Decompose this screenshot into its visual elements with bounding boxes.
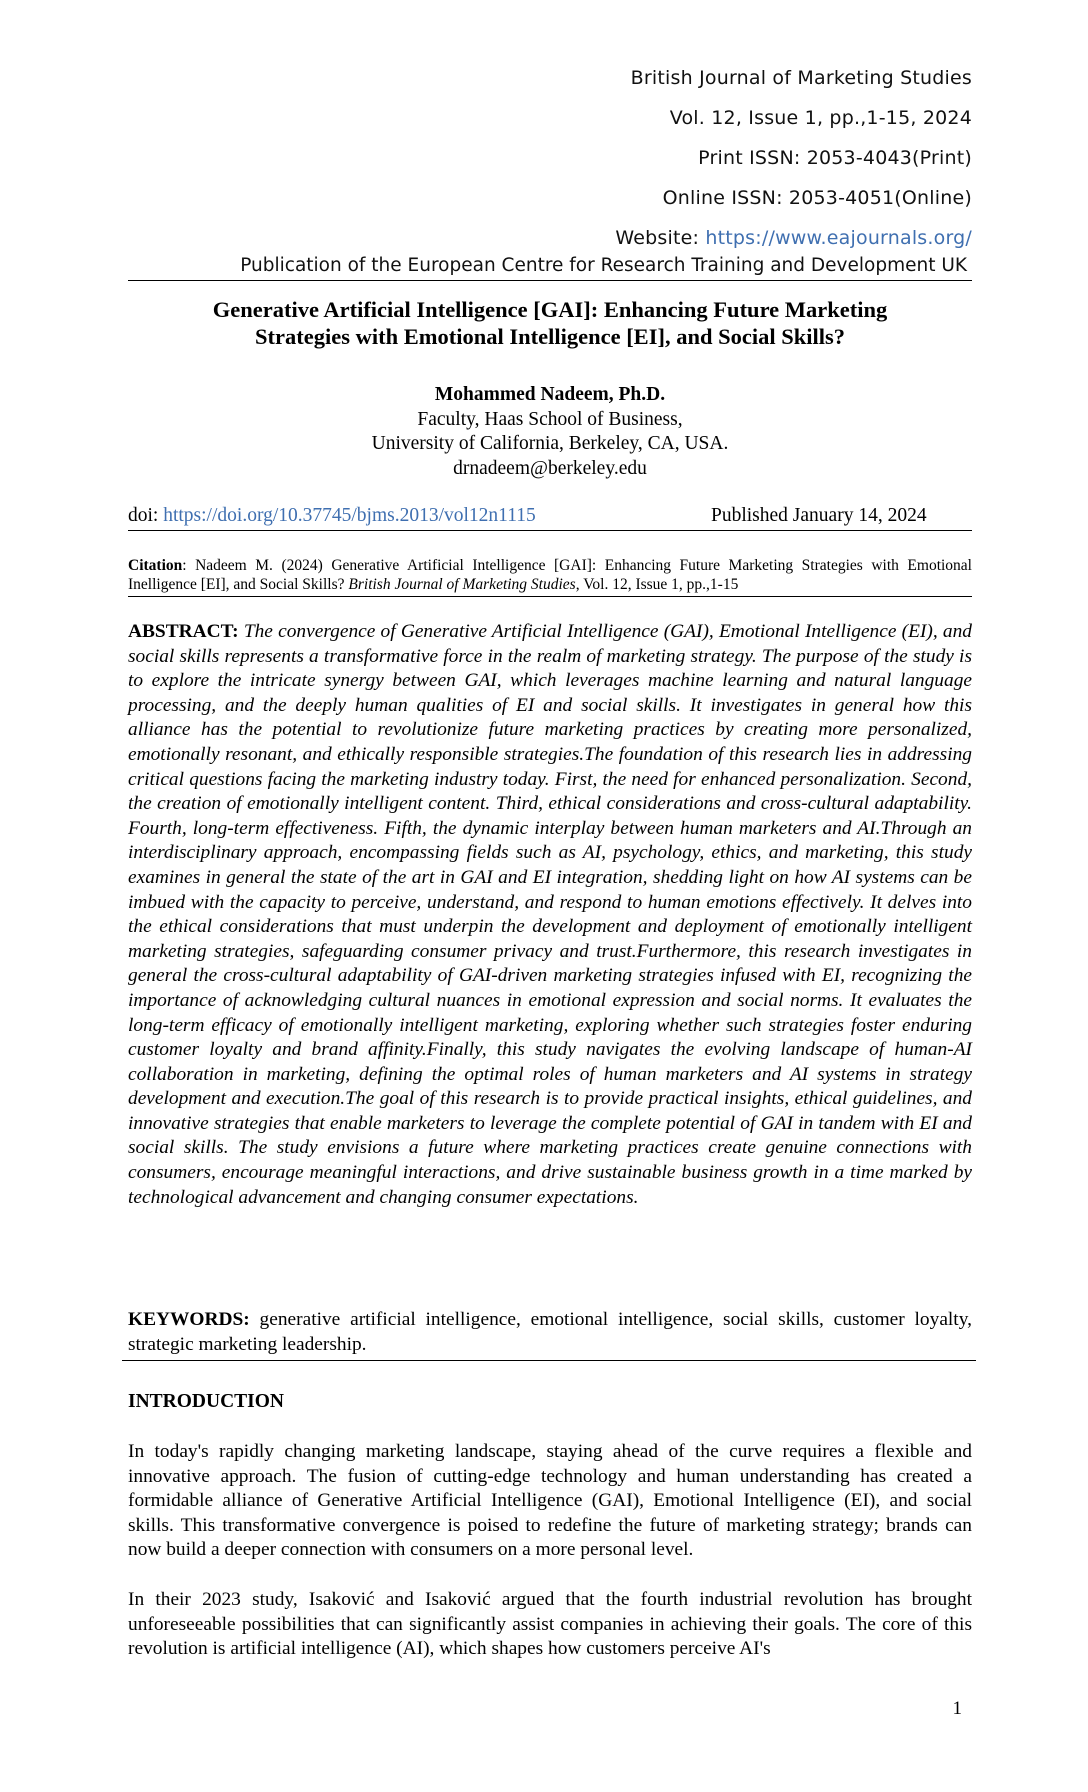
abstract-label: ABSTRACT: xyxy=(128,621,239,642)
abstract-text: The convergence of Generative Artificial Intelligence (GAI), Emotional Intelligence (EI), and social skills represents a transformative force in the realm of marketing strategy. The purpose of the study is to explore the intricate synergy between GAI, which leverages machine learning and natural language processing, and the deeply human qualities of EI and social skills. It investigates in general how this alliance has the potential to revolutionize future marketing practices by creating more personalized, emotionally resonant, and ethically responsible strategies.The foundation of this research lies in addressing critical questions facing the marketing industry today. First, the need for enhanced personalization. Second, the creation of emotionally intelligent content. Third, ethical considerations and cross-cultural adaptability. Fourth, long-term effectiveness. Fifth, the dynamic interplay between human marketers and AI.Through an interdisciplinary approach, encompassing fields such as AI, psychology, ethics, and marketing, this study examines in general the state of the art in GAI and EI integration, shedding light on how AI systems can be imbued with the capacity to perceive, understand, and respond to human emotions effectively. It delves into the ethical considerations that must underpin the development and deployment of emotionally intelligent marketing strategies, safeguarding consumer privacy and trust.Furthermore, this research investigates in general the cross-cultural adaptability of GAI-driven marketing strategies infused with EI, recognizing the importance of acknowledging cultural nuances in emotional expression and social norms. It evaluates the long-term efficacy of emotionally intelligent marketing, exploring whether such strategies foster enduring customer loyalty and brand affinity.Finally, this study navigates the evolving landscape of human-AI collaboration in marketing, defining the optimal roles of human marketers and AI systems in strategy development and execution.The goal of this research is to provide practical insights, ethical guidelines, and innovative strategies that enable marketers to leverage the complete potential of GAI in tandem with EI and social skills. The study envisions a future where marketing practices create genuine connections with consumers, encourage meaningful interactions, and drive sustainable business growth in a time marked by technological advancement and changing consumer expectations. xyxy=(128,621,972,1208)
page-number: 1 xyxy=(952,1698,962,1719)
doi-label: doi: xyxy=(128,505,164,526)
journal-masthead xyxy=(615,58,972,258)
affiliation-line-1: Faculty, Haas School of Business, xyxy=(417,408,683,430)
citation-journal: British Journal of Marketing Studies xyxy=(348,576,576,593)
doi-link[interactable]: https://doi.org/10.37745/bjms.2013/vol12n1115 xyxy=(163,505,536,526)
header-rule xyxy=(128,280,972,281)
citation-volume: , Vol. 12, Issue 1, pp.,1-15 xyxy=(575,576,739,593)
paper-title xyxy=(128,296,972,350)
keywords-block xyxy=(128,1308,972,1357)
doi-rule xyxy=(128,530,972,531)
publisher-line: Publication of the European Centre for Research Training and Development UK xyxy=(240,255,967,276)
online-issn: Online ISSN: 2053-4051(Online) xyxy=(662,187,972,209)
citation-label: Citation xyxy=(128,557,183,574)
affiliation-line-2: University of California, Berkeley, CA, USA. xyxy=(371,433,729,454)
citation-text: : Nadeem M. (2024) Generative Artificial Intelligence [GAI]: Enhancing Future Marketing Strategies with Emotional Inelligence [EI], and Social Skills? xyxy=(128,557,972,593)
author-name: Mohammed Nadeem, Ph.D. xyxy=(434,384,666,405)
abstract-block xyxy=(128,620,972,1210)
author-email: drnadeem@berkeley.edu xyxy=(453,457,647,479)
title-line-1: Generative Artificial Intelligence [GAI]: Enhancing Future Marketing xyxy=(212,297,888,322)
citation-rule xyxy=(128,596,972,597)
journal-name: British Journal of Marketing Studies xyxy=(630,67,972,89)
citation-block xyxy=(128,556,972,594)
volume-info: Vol. 12, Issue 1, pp.,1-15, 2024 xyxy=(669,107,972,129)
keywords-rule xyxy=(122,1360,976,1361)
print-issn: Print ISSN: 2053-4043(Print) xyxy=(698,147,972,169)
doi-row xyxy=(128,504,968,528)
keywords-text: generative artificial intelligence, emotional intelligence, social skills, customer loyalty, strategic marketing leadership. xyxy=(128,1309,972,1355)
title-line-2: Strategies with Emotional Intelligence [EI], and Social Skills? xyxy=(254,324,846,349)
introduction-paragraph-1: In today's rapidly changing marketing landscape, staying ahead of the curve requires a flexible and innovative approach. The fusion of cutting-edge technology and human understanding has created a formidable alliance of Generative Artificial Intelligence (GAI), Emotional Intelligence (EI), and social skills. This transformative convergence is poised to redefine the future of marketing strategy; brands can now build a deeper connection with consumers on a more personal level. xyxy=(128,1441,972,1561)
website-line xyxy=(615,218,972,258)
author-block xyxy=(128,383,972,481)
website-link[interactable]: https://www.eajournals.org/ xyxy=(705,227,972,249)
published-date: Published January 14, 2024 xyxy=(711,505,927,526)
introduction-heading: INTRODUCTION xyxy=(128,1391,285,1412)
website-label: Website: xyxy=(615,227,706,249)
introduction-paragraph-2: In their 2023 study, Isaković and Isaković argued that the fourth industrial revolution has brought unforeseeable possibilities that can significantly assist companies in achieving their goals. The core of this revolution is artificial intelligence (AI), which shapes how customers perceive AI's xyxy=(128,1589,972,1660)
keywords-label: KEYWORDS: xyxy=(128,1309,250,1330)
